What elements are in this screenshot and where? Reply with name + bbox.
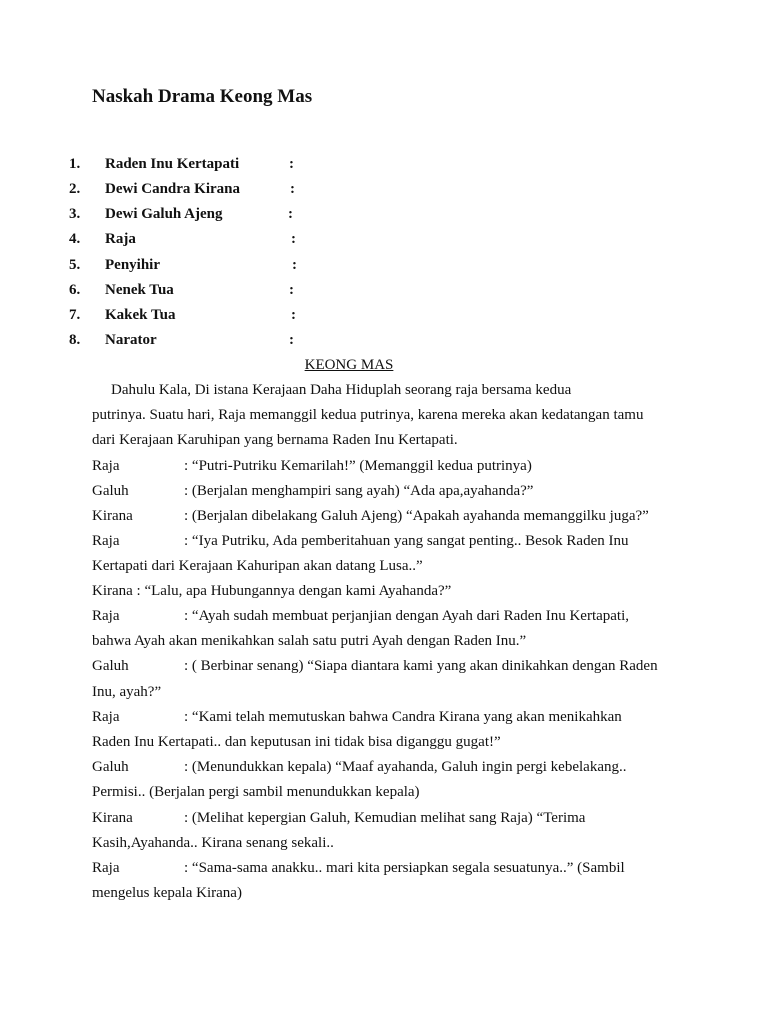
speaker-name: Galuh [92, 759, 129, 775]
cast-name: Dewi Galuh Ajeng [105, 206, 223, 222]
dialogue-continuation: Kertapati dari Kerajaan Kahuripan akan datang Lusa..” [92, 558, 423, 574]
cast-colon: : [291, 307, 296, 323]
cast-number: 3. [69, 206, 81, 222]
cast-number: 2. [69, 181, 81, 197]
dialogue-line [92, 533, 712, 555]
narration-line: dari Kerajaan Karuhipan yang bernama Raden Inu Kertapati. [92, 432, 458, 448]
dialogue-line [92, 483, 712, 505]
dialogue-continuation: Kasih,Ayahanda.. Kirana senang sekali.. [92, 835, 334, 851]
dialogue-continuation: mengelus kepala Kirana) [92, 885, 242, 901]
cast-name: Penyihir [105, 257, 160, 273]
cast-colon: : [290, 181, 295, 197]
dialogue-continuation: Permisi.. (Berjalan pergi sambil menundukkan kepala) [92, 784, 420, 800]
speech-text: : “Kami telah memutuskan bahwa Candra Kirana yang akan menikahkan [184, 709, 622, 725]
speaker-name: Raja [92, 608, 120, 624]
cast-item [0, 332, 768, 352]
speech-text: : (Berjalan menghampiri sang ayah) “Ada apa,ayahanda?” [184, 483, 534, 499]
dialogue-line [92, 709, 712, 731]
speaker-name: Raja [92, 458, 120, 474]
cast-name: Nenek Tua [105, 282, 174, 298]
speech-text: : “Iya Putriku, Ada pemberitahuan yang sangat penting.. Besok Raden Inu [184, 533, 629, 549]
cast-colon: : [289, 156, 294, 172]
cast-colon: : [289, 332, 294, 348]
cast-colon: : [289, 282, 294, 298]
speech-text: : (Menundukkan kepala) “Maaf ayahanda, Galuh ingin pergi kebelakang.. [184, 759, 627, 775]
narration-line: putrinya. Suatu hari, Raja memanggil kedua putrinya, karena mereka akan kedatangan tamu [92, 407, 644, 423]
cast-item [0, 282, 768, 302]
speaker-name: Galuh [92, 658, 129, 674]
cast-number: 4. [69, 231, 81, 247]
speaker-name: Kirana [92, 508, 133, 524]
cast-name: Raden Inu Kertapati [105, 156, 240, 172]
speech-text: : ( Berbinar senang) “Siapa diantara kami yang akan dinikahkan dengan Raden [184, 658, 658, 674]
cast-item [0, 307, 768, 327]
dialogue-line [92, 860, 712, 882]
dialogue-continuation: Inu, ayah?” [92, 684, 162, 700]
cast-colon: : [291, 231, 296, 247]
cast-number: 7. [69, 307, 81, 323]
speech-text: : “Putri-Putriku Kemarilah!” (Memanggil kedua putrinya) [184, 458, 532, 474]
cast-item [0, 231, 768, 251]
dialogue-line [92, 458, 712, 480]
dialogue-continuation: Raden Inu Kertapati.. dan keputusan ini tidak bisa diganggu gugat!” [92, 734, 501, 750]
speaker-name: Raja [92, 533, 120, 549]
story-title [0, 357, 768, 374]
cast-colon: : [288, 206, 293, 222]
cast-item [0, 206, 768, 226]
speech-text: : “Ayah sudah membuat perjanjian dengan Ayah dari Raden Inu Kertapati, [184, 608, 630, 624]
speaker-name: Raja [92, 709, 120, 725]
speaker-name: Raja [92, 860, 120, 876]
dialogue-line [92, 810, 712, 832]
speaker-name: Galuh [92, 483, 129, 499]
cast-name: Dewi Candra Kirana [105, 181, 240, 197]
dialogue-continuation: bahwa Ayah akan menikahkan salah satu putri Ayah dengan Raden Inu.” [92, 633, 527, 649]
narration-line: Dahulu Kala, Di istana Kerajaan Daha Hiduplah seorang raja bersama kedua [111, 382, 572, 398]
cast-number: 6. [69, 282, 81, 298]
cast-name: Kakek Tua [105, 307, 176, 323]
cast-number: 5. [69, 257, 81, 273]
cast-colon: : [292, 257, 297, 273]
dialogue-line [92, 658, 712, 680]
speech-text: : (Melihat kepergian Galuh, Kemudian melihat sang Raja) “Terima [184, 810, 586, 826]
story-title-text: KEONG MAS [304, 357, 394, 373]
cast-number: 8. [69, 332, 81, 348]
cast-name: Narator [105, 332, 157, 348]
cast-item [0, 156, 768, 176]
speech-text: : “Sama-sama anakku.. mari kita persiapkan segala sesuatunya..” (Sambil [184, 860, 625, 876]
speaker-name: Kirana [92, 810, 133, 826]
dialogue-line [92, 608, 712, 630]
dialogue-line [92, 508, 712, 530]
cast-number: 1. [69, 156, 81, 172]
dialogue-continuation: Kirana : “Lalu, apa Hubungannya dengan kami Ayahanda?” [92, 583, 452, 599]
cast-item [0, 181, 768, 201]
cast-item [0, 257, 768, 277]
document-title: Naskah Drama Keong Mas [92, 86, 313, 107]
speech-text: : (Berjalan dibelakang Galuh Ajeng) “Apakah ayahanda memanggilku juga?” [184, 508, 649, 524]
dialogue-line [92, 759, 712, 781]
cast-name: Raja [105, 231, 136, 247]
